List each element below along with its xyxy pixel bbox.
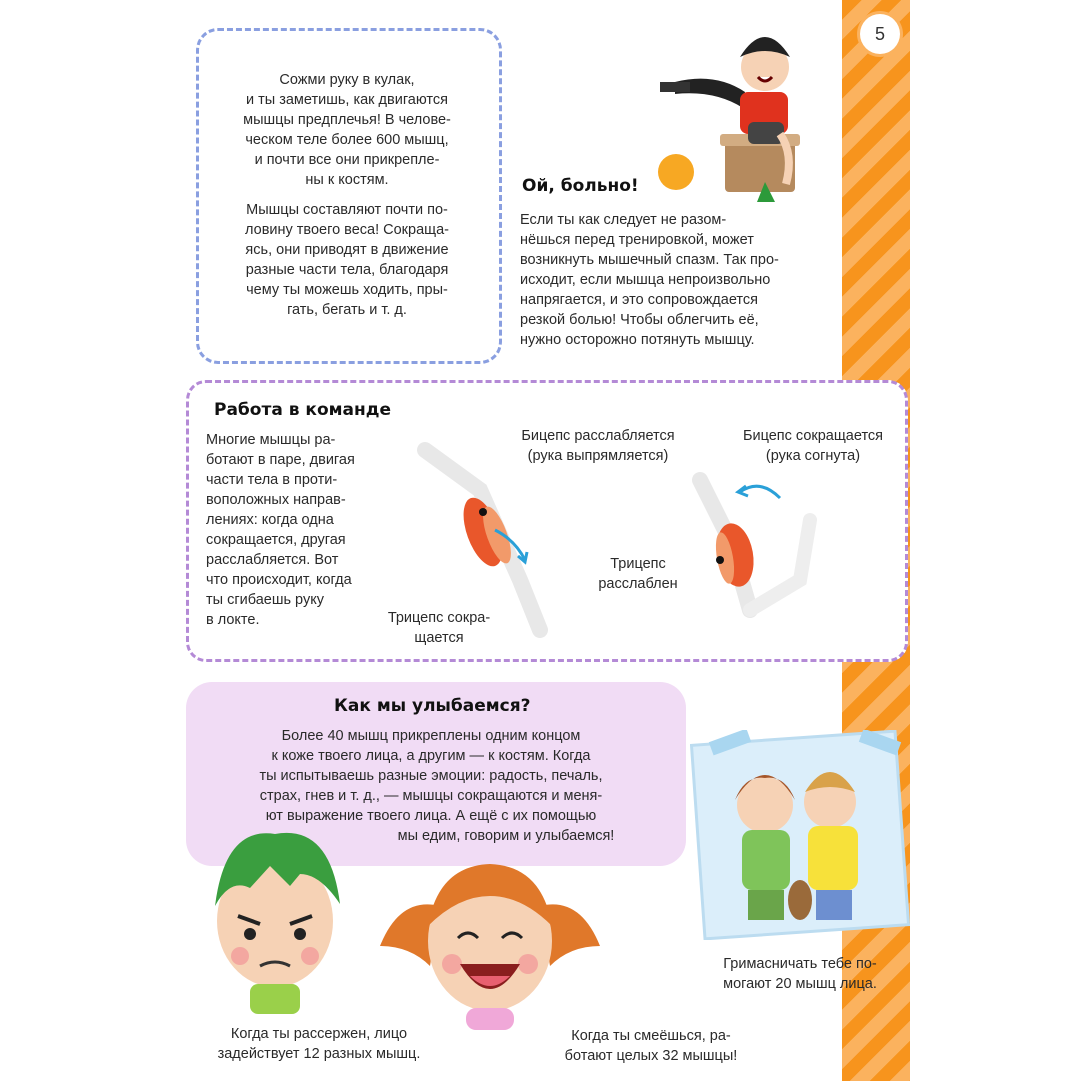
text-line: Если ты как следует не разом- <box>520 212 727 228</box>
caption-grimace <box>700 954 900 994</box>
text-line: резкой болью! Чтобы облегчить её, <box>520 312 759 328</box>
text-line: Бицепс расслабляется <box>521 428 675 444</box>
text-line: Когда ты рассержен, лицо <box>230 1026 408 1042</box>
text-line: ческом теле более 600 мышц, <box>245 132 449 148</box>
text-line: ясь, они приводят в движение <box>245 242 449 258</box>
text-line: страх, гнев и т. д., — мышцы сокращаются и меня- <box>259 788 603 804</box>
text-line: мышцы предплечья! В челове- <box>243 112 451 128</box>
grimacing-kids-illustration <box>690 730 910 940</box>
text-line: ботают в паре, двигая <box>206 452 355 468</box>
text-line: что происходит, когда <box>206 572 352 588</box>
text-line: Гримасничать тебе по- <box>723 956 877 972</box>
label-triceps-relaxed <box>588 554 688 594</box>
ouch-body <box>520 210 830 350</box>
text-line: воположных направ- <box>206 492 346 508</box>
text-line: сокращается, другая <box>206 532 346 548</box>
smile-title: Как мы улыбаемся? <box>334 696 531 716</box>
label-biceps-contracts <box>728 426 898 466</box>
text-line: Сожми руку в кулак, <box>279 72 415 88</box>
laughing-girl-illustration <box>370 846 610 1036</box>
team-body <box>206 430 396 630</box>
text-line: ботают целых 32 мышцы! <box>564 1048 738 1064</box>
text-line: Трицепс сокра- <box>387 610 491 626</box>
text-line: гать, бегать и т. д. <box>287 302 407 318</box>
text-line: и ты заметишь, как двигаются <box>245 92 448 108</box>
text-line: Мышцы составляют почти по- <box>246 202 448 218</box>
text-line: разные части тела, благодаря <box>245 262 449 278</box>
text-line: ты испытываешь разные эмоции: радость, печаль, <box>259 768 603 784</box>
text-line: чему ты можешь ходить, пры- <box>246 282 448 298</box>
text-line: возникнуть мышечный спазм. Так про- <box>520 252 779 268</box>
intro-para-2 <box>210 200 484 320</box>
page-number <box>860 14 900 54</box>
text-line: (рука согнута) <box>765 448 861 464</box>
stretching-boy-illustration <box>640 22 820 202</box>
text-line: Трицепс <box>610 556 666 572</box>
text-line: лениях: когда одна <box>206 512 334 528</box>
caption-laugh <box>546 1026 756 1066</box>
text-line: в локте. <box>206 612 260 628</box>
angry-boy-illustration <box>200 826 350 1016</box>
text-line: Многие мышцы ра- <box>206 432 336 448</box>
text-line: части тела в проти- <box>206 472 338 488</box>
text-line: Бицепс сокращается <box>742 428 884 444</box>
bent-arm-illustration <box>680 470 840 630</box>
text-line: Когда ты смеёшься, ра- <box>571 1028 731 1044</box>
ouch-title: Ой, больно! <box>522 176 639 196</box>
text-line: ловину твоего веса! Сокраща- <box>245 222 449 238</box>
text-line: исходит, если мышца непроизвольно <box>520 272 771 288</box>
text-line: напрягается, и это сопровождается <box>520 292 758 308</box>
text-line: (рука выпрямляется) <box>527 448 669 464</box>
text-line: могают 20 мышц лица. <box>723 976 877 992</box>
page-number-text: 5 <box>874 23 885 44</box>
intro-para-1 <box>210 70 484 190</box>
text-line: и почти все они прикрепле- <box>254 152 440 168</box>
label-biceps-relaxes <box>508 426 688 466</box>
text-line: нёшься перед тренировкой, может <box>520 232 754 248</box>
text-line: ны к костям. <box>305 172 389 188</box>
text-line: щается <box>414 630 464 646</box>
text-line: Более 40 мышц прикреплены одним концом <box>281 728 581 744</box>
text-line: ют выражение твоего лица. А ещё с их помощью <box>265 808 597 824</box>
text-line: задействует 12 разных мышц. <box>217 1046 421 1062</box>
team-title: Работа в команде <box>214 400 391 420</box>
text-line: к коже твоего лица, а другим — к костям. Когда <box>271 748 591 764</box>
text-line: расслабляется. Вот <box>206 552 339 568</box>
text-line: расслаблен <box>598 576 678 592</box>
label-triceps-contracts <box>374 608 504 648</box>
text-line: ты сгибаешь руку <box>206 592 324 608</box>
text-line: нужно осторожно потянуть мышцу. <box>520 332 755 348</box>
text-line: мы едим, говорим и улыбаемся! <box>397 828 615 844</box>
